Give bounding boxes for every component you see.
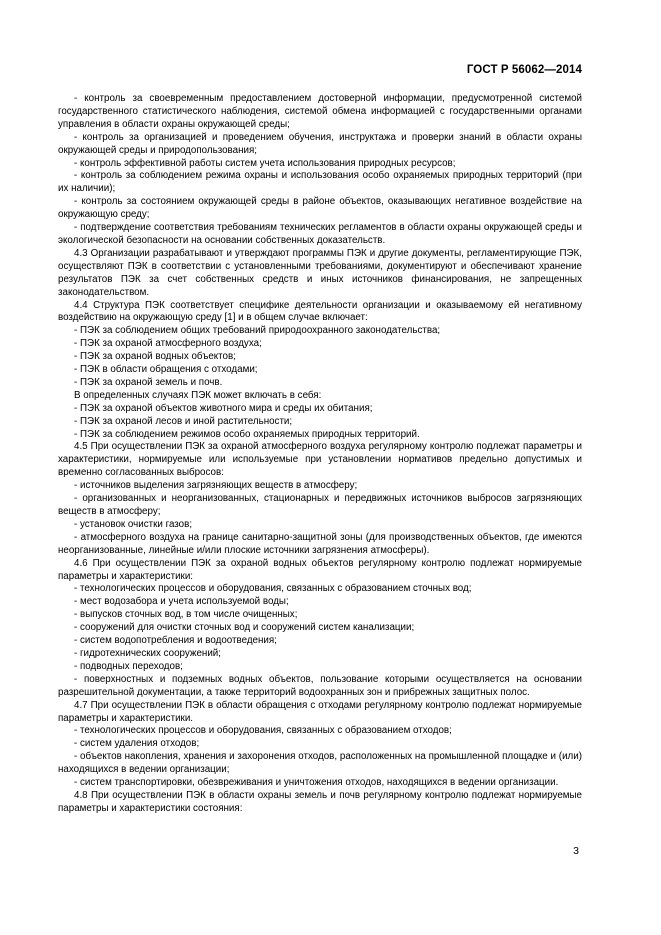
paragraph: - установок очистки газов;: [74, 518, 193, 530]
paragraph: - ПЭК за охраной объектов животного мира и среды их обитания;: [74, 402, 373, 414]
paragraph: 4.4 Структура ПЭК соответствует специфике деятельности организации и оказываемому ей негативному воздействию на окружающую среду [1] и в общем случае включает:: [58, 299, 582, 324]
paragraph: - ПЭК за соблюдением общих требований природоохранного законодательства;: [74, 325, 441, 337]
paragraph: - сооружений для очистки сточных вод и сооружений систем канализации;: [74, 622, 415, 634]
paragraph: - гидротехнических сооружений;: [74, 647, 221, 659]
paragraph: - мест водозабора и учета используемой воды;: [74, 596, 289, 608]
paragraph: - ПЭК за соблюдением режимов особо охраняемых природных территорий.: [74, 428, 420, 440]
paragraph: - систем водопотребления и водоотведения;: [74, 635, 277, 647]
paragraph: - контроль за организацией и проведением обучения, инструктажа и проверки знаний в области охраны окружающей среды и природопользования;: [58, 131, 582, 156]
paragraph: В определенных случаях ПЭК может включать в себя:: [74, 389, 322, 401]
paragraph: - объектов накопления, хранения и захоронения отходов, расположенных на промышленной площадке и (или) находящихся в ведении организации;: [58, 751, 582, 776]
paragraph: - контроль за соблюдением режима охраны и использования особо охраняемых природных территорий (при их наличии);: [58, 170, 582, 195]
paragraph: - контроль за состоянием окружающей среды в районе объектов, оказывающих негативное воздействие на окружающую среду;: [58, 196, 582, 221]
paragraph: - подтверждение соответствия требованиям технических регламентов в области охраны окружающей среды и экологической безопасности на основании собственных доказательств.: [58, 222, 582, 246]
paragraph: 4.7 При осуществлении ПЭК в области обращения с отходами регулярному контролю подлежат нормируемые параметры и характеристики.: [58, 699, 582, 724]
standard-number: ГОСТ Р 56062—2014: [466, 64, 582, 76]
paragraph: 4.6 При осуществлении ПЭК за охраной водных объектов регулярному контролю подлежат нормируемые параметры и характеристики:: [58, 557, 582, 582]
paragraph: - атмосферного воздуха на границе санитарно-защитной зоны (для производственных объектов, где имеются неорганизованные, линейные и/или плоские источники загрязнения атмосферы).: [58, 531, 582, 556]
paragraph: 4.3 Организации разрабатывают и утверждают программы ПЭК и другие документы, регламентирующие ПЭК, осуществляют ПЭК в соответствии с установленными требованиями, документируют и обеспечивают хранение результатов ПЭК за счет собственных средств и иных источников финансирования, не запрещенных законодательством.: [58, 247, 582, 298]
paragraph: - ПЭК за охраной атмосферного воздуха;: [74, 338, 262, 350]
paragraph: - ПЭК в области обращения с отходами;: [74, 364, 258, 376]
paragraph: - ПЭК за охраной водных объектов;: [74, 351, 236, 363]
paragraph: - подводных переходов;: [74, 660, 183, 672]
page-number: 3: [573, 845, 579, 857]
paragraph: - систем удаления отходов;: [74, 738, 200, 750]
paragraph: - технологических процессов и оборудования, связанных с образованием сточных вод;: [74, 583, 472, 595]
document-body: [58, 93, 582, 816]
paragraph: - контроль эффективной работы систем учета использования природных ресурсов;: [74, 157, 456, 169]
paragraph: - организованных и неорганизованных, стационарных и передвижных источников выбросов загрязняющих веществ в атмосферу;: [58, 493, 582, 517]
paragraph: 4.8 При осуществлении ПЭК в области охраны земель и почв регулярному контролю подлежат нормируемые параметры и характеристики состояния:: [58, 789, 582, 814]
paragraph: - систем транспортировки, обезвреживания и уничтожения отходов, находящихся в ведении организации.: [74, 777, 559, 789]
paragraph: 4.5 При осуществлении ПЭК за охраной атмосферного воздуха регулярному контролю подлежат параметры и характеристики, нормируемые или используемые при установлении нормативов предельно допустимых и временно согласованных выбросов:: [58, 441, 582, 479]
paragraph: - ПЭК за охраной земель и почв.: [74, 376, 223, 388]
paragraph: - контроль за своевременным предоставлением достоверной информации, предусмотренной системой государственного статистического наблюдения, системой обмена информацией с государственными органами управления в области охраны окружающей среды;: [58, 93, 582, 130]
paragraph: - источников выделения загрязняющих веществ в атмосферу;: [74, 480, 358, 492]
paragraph: - технологических процессов и оборудования, связанных с образованием отходов;: [74, 725, 452, 737]
paragraph: - поверхностных и подземных водных объектов, пользование которыми осуществляется на основании разрешительной документации, а также территорий водоохранных зон и прибрежных защитных полос.: [58, 673, 582, 698]
paragraph: - выпусков сточных вод, в том числе очищенных;: [74, 609, 298, 621]
paragraph: - ПЭК за охраной лесов и иной растительности;: [74, 415, 293, 427]
